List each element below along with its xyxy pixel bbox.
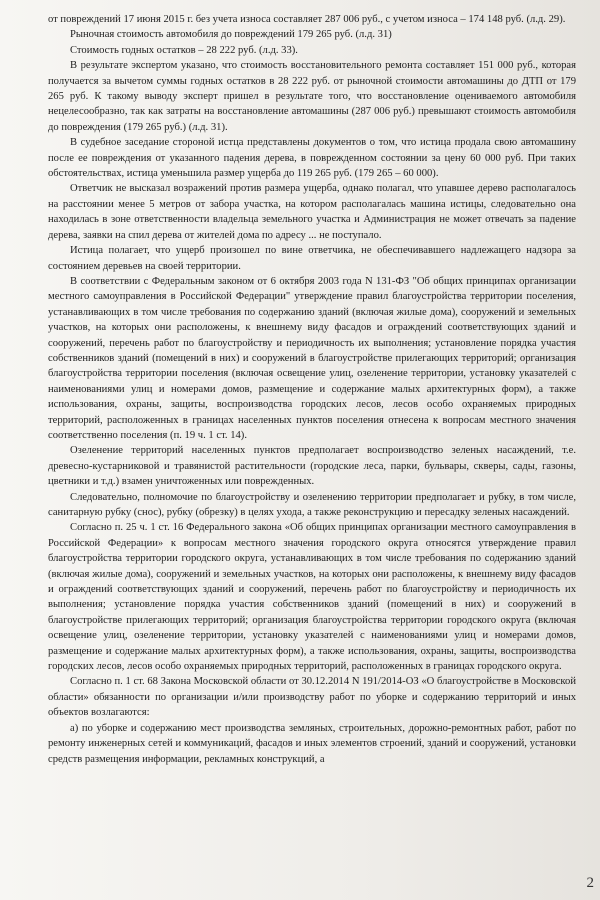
paragraph-11: Согласно п. 25 ч. 1 ст. 16 Федерального закона «Об общих принципах организации местного самоуправления в Российской Федерации» к вопросам местного значения городского округа относятся утверждение правил благоустройства территории городского округа, устанавливающих в том числе требования по содержанию зданий (включая жилые дома), сооружений и земельных участков, на которых они расположены, к внешнему виду фасадов и ограждений соответствующих зданий и сооружений, перечень работ по благоустройству и периодичность их выполнения; установление порядка участия собственников зданий (помещений в них) и сооружений в благоустройстве прилегающих территорий; организация благоустройства территории городского округа (включая освещение улиц, озеленение территории, установку указателей с наименованиями улиц и номерами домов, размещение и содержание малых архитектурных форм), а также использования, охраны, защиты, воспроизводства городских лесов, лесов особо охраняемых природных территорий, расположенных в границах городского округа. [48, 522, 576, 673]
paragraph-8: В соответствии с Федеральным законом от 6 октября 2003 года N 131-ФЗ "Об общих принципах организации местного самоуправления в Российской Федерации" утверждение правил благоустройства территории поселения, устанавливающих в том числе требования по содержанию зданий (включая жилые дома), сооружений и земельных участков, на которых они расположены, к внешнему виду фасадов и ограждений соответствующих зданий и сооружений, перечень работ по благоустройству и периодичность их выполнения; установление порядка участия собственников зданий (помещений в них) и сооружений в благоустройстве прилегающих территорий; организация благоустройства территории поселения (включая освещение улиц, озеленение территории, установку указателей с наименованиями улиц и номерами домов, размещение и содержание малых архитектурных форм), а также использования, охраны, защиты, воспроизводства городских лесов, лесов особо охраняемых природных территорий, расположенных в границах населенных пунктов поселения отнесена к вопросам местного значения соответственно поселения (п. 19 ч. 1 ст. 14). [48, 275, 576, 441]
paragraph-12: Согласно п. 1 ст. 68 Закона Московской области от 30.12.2014 N 191/2014-ОЗ «О благоустройстве в Московской области» обязанности по организации и/или производству работ по уборке и содержанию территорий и иных объектов возлагаются: [48, 676, 576, 719]
paragraph-13: а) по уборке и содержанию мест производства земляных, строительных, дорожно-ремонтных работ, работ по ремонту инженерных сетей и коммуникаций, фасадов и иных элементов строений, зданий и сооружений, установки средств размещения информации, рекламных конструкций, а [48, 722, 576, 765]
paragraph-9: Озеленение территорий населенных пунктов предполагает воспроизводство зеленых насаждений, т.е. древесно-кустарниковой и травянистой растительности (городские леса, парки, бульвары, скверы, сады, газоны, цветники и т.д.) взамен уничтоженных или поврежденных. [48, 445, 576, 488]
paragraph-6: Ответчик не высказал возражений против размера ущерба, однако полагал, что упавшее дерево располагалось на расстоянии менее 5 метров от забора участка, на котором располагалась машина истицы, следовательно она находилась в зоне ответственности владельца земельного участка и Администрация не может отвечать за падение дерева, заявки на спил дерева от жителей дома по адресу ... не поступало. [48, 183, 576, 241]
paragraph-5: В судебное заседание стороной истца представлены документов о том, что истица продала свою автомашину после ее повреждения от указанного падения дерева, в поврежденном состоянии за цену 60 000 руб. При таких обстоятельствах, истица уменьшила размер ущерба до 119 265 руб. (179 265 – 60 000). [48, 137, 576, 180]
paragraph-10: Следовательно, полномочие по благоустройству и озеленению территории предполагает и рубку, в том числе, санитарную рубку (снос), рубку (обрезку) в целях ухода, а также реконструкцию и пересадку зеленых насаждений. [48, 491, 576, 518]
page-number: 2 [586, 875, 594, 891]
paragraph-2: Рыночная стоимость автомобиля до повреждений 179 265 руб. (л.д. 31) [70, 29, 392, 41]
paragraph-7: Истица полагает, что ущерб произошел по вине ответчика, не обеспечивавшего надлежащего надзора за состоянием деревьев на своей территории. [48, 245, 576, 272]
paragraph-4: В результате экспертом указано, что стоимость восстановительного ремонта составляет 151 000 руб., которая получается за вычетом суммы годных остатков в 28 222 руб. от рыночной стоимости автомашины до ДТП от 179 265 руб. К такому выводу эксперт пришел в результате того, что восстановление оцениваемого автомобиля нецелесообразно, так как затраты на восстановление автомашины (287 006 руб.) превышают стоимость автомобиля до повреждения (179 265 руб.) (л.д. 31). [48, 60, 576, 133]
paragraph-3: Стоимость годных остатков – 28 222 руб. (л.д. 33). [70, 44, 298, 56]
document-body [48, 12, 576, 767]
paragraph-1: от повреждений 17 июня 2015 г. без учета износа составляет 287 006 руб., с учетом износа – 174 148 руб. (л.д. 29). [48, 14, 566, 25]
